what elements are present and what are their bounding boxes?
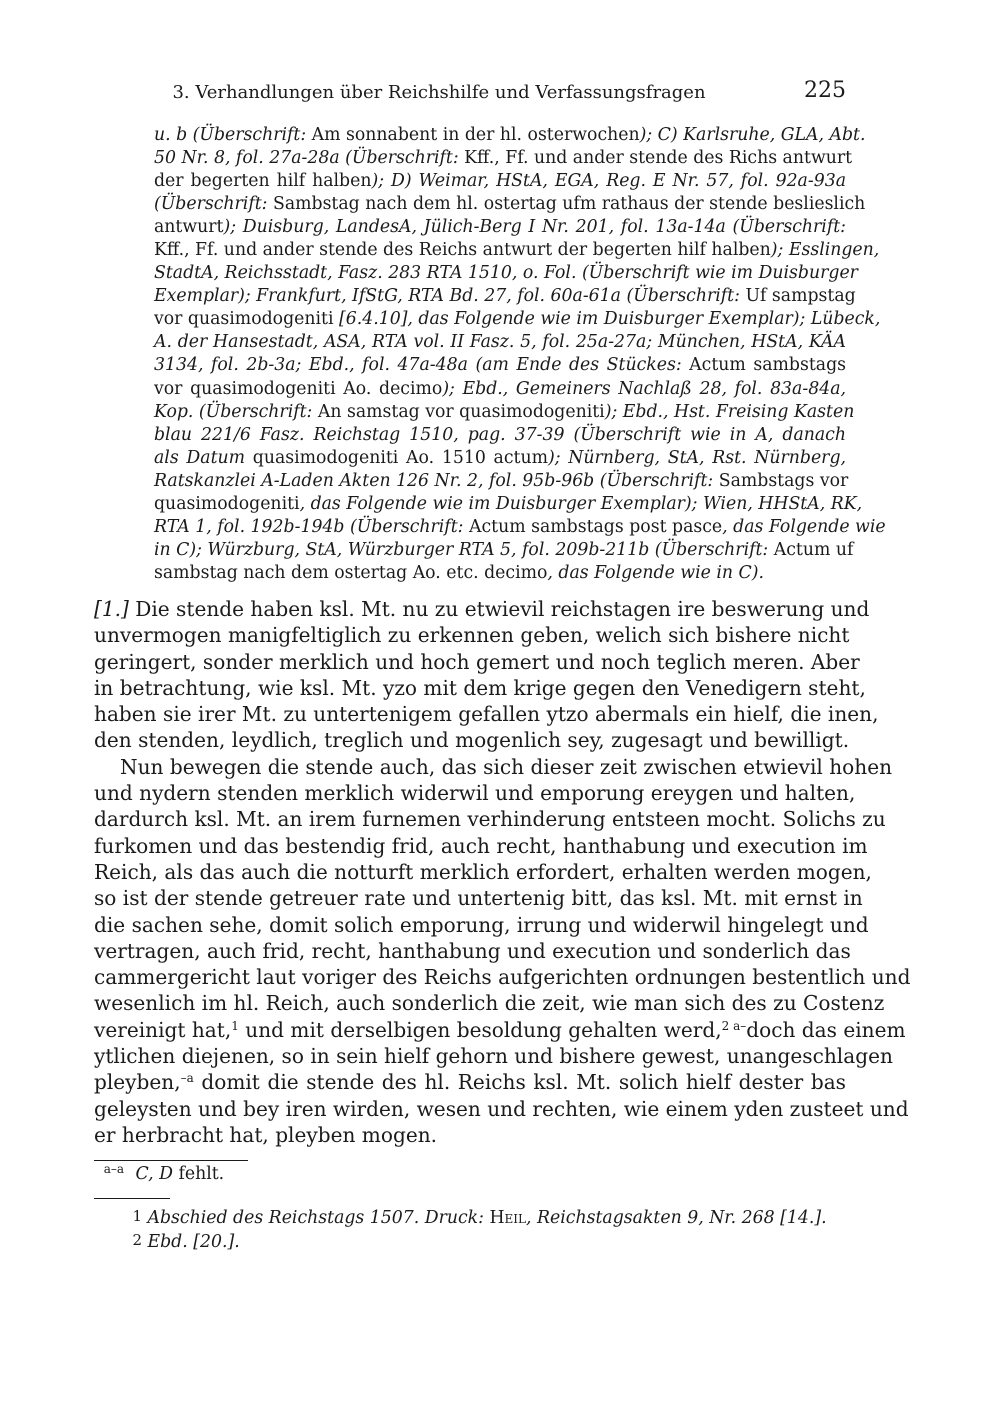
text-line: Reich, als das auch die notturft merklich erfordert, erhalten werden mogen,: [94, 859, 872, 884]
apparatus-rule: [94, 1160, 248, 1161]
text-line: so ist der stende getreuer rate und untertenig bitt, das ksl. Mt. mit ernst in: [94, 886, 863, 911]
text-line: geleysten und bey iren wirden, wesen und rechten, wie einem yden zusteet und: [94, 1096, 909, 1121]
section-marker: [1.]: [94, 597, 129, 621]
text-line: haben sie irer Mt. zu untertenigem gefallen ytzo abermals ein hielf, die inen,: [94, 702, 879, 727]
source-line: Exemplar); Frankfurt, IfStG, RTA Bd. 27, fol. 60a-61a (Überschrift: Uf sampstag: [154, 286, 856, 307]
variant-marker-open[interactable]: a–: [729, 1018, 747, 1033]
source-line: RTA 1, fol. 192b-194b (Überschrift: Actum sambstags post pasce, das Folgende wie: [154, 516, 886, 537]
text-line: und nydern stenden merklich widerwil und emporung ereygen und halten,: [94, 781, 856, 806]
text-line: pleyben,$^{-a}$ domit die stende des hl. Reichs ksl. Mt. solich hielf dester bas: [94, 1070, 846, 1095]
main-text: [94, 596, 911, 1148]
text-line: unvermogen manigfeltiglich zu erkennen geben, welich sich bishere nicht: [94, 623, 850, 648]
source-line: in C); Würzburg, StA, Würzburger RTA 5, fol. 209b-211b (Überschrift: Actum uf: [154, 539, 854, 560]
source-line: A. der Hansestadt, ASA, RTA vol. II Fasz. 5, fol. 25a-27a; München, HStA, KÄA: [154, 332, 846, 353]
source-line: der begerten hilf halben); D) Weimar, HStA, EGA, Reg. E Nr. 57, fol. 92a-93a: [154, 171, 846, 192]
running-head-title: 3. Verhandlungen über Reichshilfe und Verfassungsfragen: [172, 82, 706, 103]
footnote-rule: [94, 1198, 170, 1199]
source-line: als Datum quasimodogeniti Ao. 1510 actum); Nürnberg, StA, Rst. Nürnberg,: [154, 447, 846, 468]
text-line: Nun bewegen die stende auch, das sich dieser zeit zwischen etwievil hohen: [120, 754, 893, 779]
source-line: blau 221/6 Fasz. Reichstag 1510, pag. 37-39 (Überschrift wie in A, danach: [154, 424, 846, 445]
source-line: Kop. (Überschrift: An samstag vor quasimodogeniti); Ebd., Hst. Freising Kasten: [154, 401, 855, 422]
variant-marker-close[interactable]: –a: [180, 1071, 194, 1086]
text-line: ytlichen diejenen, so in sein hielf gehorn und bishere gewest, unangeschlagen: [94, 1044, 893, 1069]
text-line: furkomen und das bestendig frid, auch recht, hanthabung und execution im: [94, 833, 868, 858]
text-line: vertragen, auch frid, recht, hanthabung und execution und sonderlich das: [94, 938, 851, 963]
running-head: [94, 78, 846, 108]
variant-apparatus: a–a C, D fehlt.: [103, 1162, 225, 1184]
source-line: vor quasimodogeniti [6.4.10], das Folgende wie im Duisburger Exemplar); Lübeck,: [154, 309, 881, 330]
source-line: u. b (Überschrift: Am sonnabent in der hl. osterwochen); C) Karlsruhe, GLA, Abt.: [154, 125, 866, 145]
source-line: (Überschrift: Sambstag nach dem hl. ostertag ufm rathaus der stende beslieslich: [154, 194, 866, 215]
text-line: vereinigt hat,$^1$ und mit derselbigen besoldung gehalten werd,$^2$ $^{a-}$doch das einem: [94, 1017, 906, 1042]
source-line: 3134, fol. 2b-3a; Ebd., fol. 47a-48a (am Ende des Stückes: Actum sambstags: [154, 355, 847, 376]
paragraph-2: [94, 754, 911, 1148]
footnote-number: 1: [132, 1207, 142, 1225]
text-line: wesenlich im hl. Reich, auch sonderlich die zeit, wie man sich des zu Costenz: [94, 991, 885, 1016]
text-line: den stenden, leydlich, treglich und mogenlich sey, zugesagt und bewilligt.: [94, 728, 850, 753]
text-line: geringert, sonder merklich und hoch gemert und noch teglich meren. Aber: [94, 649, 860, 674]
footnote-1: 1 Abschied des Reichstags 1507. Druck: Heil, Reichstagsakten 9, Nr. 268 [14.].: [94, 1205, 846, 1230]
source-line: Kff., Ff. und ander stende des Reichs antwurt der begerten hilf halben); Esslingen,: [154, 240, 880, 261]
page-number: 225: [804, 78, 846, 103]
source-line: StadtA, Reichsstadt, Fasz. 283 RTA 1510, o. Fol. (Überschrift wie im Duisburger: [154, 263, 858, 284]
text-line: er herbracht hat, pleyben mogen.: [94, 1122, 438, 1147]
footnote-ref-1[interactable]: 1: [231, 1018, 239, 1033]
source-line: quasimodogeniti, das Folgende wie im Duisburger Exemplar); Wien, HHStA, RK,: [154, 493, 863, 514]
footnote-number: 2: [132, 1231, 142, 1249]
text-line: in betrachtung, wie ksl. Mt. yzo mit dem krige gegen den Venedigern steht,: [94, 675, 866, 700]
footnote-2: 2 Ebd. [20.].: [94, 1229, 846, 1254]
text-line: dardurch ksl. Mt. an irem furnemen verhinderung entsteen mocht. Solichs zu: [94, 807, 886, 832]
source-line: vor quasimodogeniti Ao. decimo); Ebd., Gemeiners Nachlaß 28, fol. 83a-84a,: [154, 378, 846, 399]
source-description: [154, 124, 886, 585]
footnote-ref-2[interactable]: 2: [721, 1018, 730, 1033]
source-line: Ratskanzlei A-Laden Akten 126 Nr. 2, fol. 95b-96b (Überschrift: Sambstags vor: [154, 470, 849, 491]
source-line: antwurt); Duisburg, LandesA, Jülich-Berg I Nr. 201, fol. 13a-14a (Überschrift:: [154, 217, 846, 238]
source-line: sambstag nach dem ostertag Ao. etc. decimo, das Folgende wie in C).: [154, 562, 764, 583]
text-line: [1.] Die stende haben ksl. Mt. nu zu etwievil reichstagen ire beswerung und: [94, 597, 870, 621]
paragraph-1: [94, 596, 879, 754]
text-line: cammergericht laut voriger des Reichs aufgerichten ordnungen bestentlich und: [94, 965, 911, 990]
text-line: die sachen sehe, domit solich emporung, irrung und widerwil hingelegt und: [94, 912, 869, 937]
source-line: 50 Nr. 8, fol. 27a-28a (Überschrift: Kff., Ff. und ander stende des Richs antwurt: [154, 148, 853, 169]
